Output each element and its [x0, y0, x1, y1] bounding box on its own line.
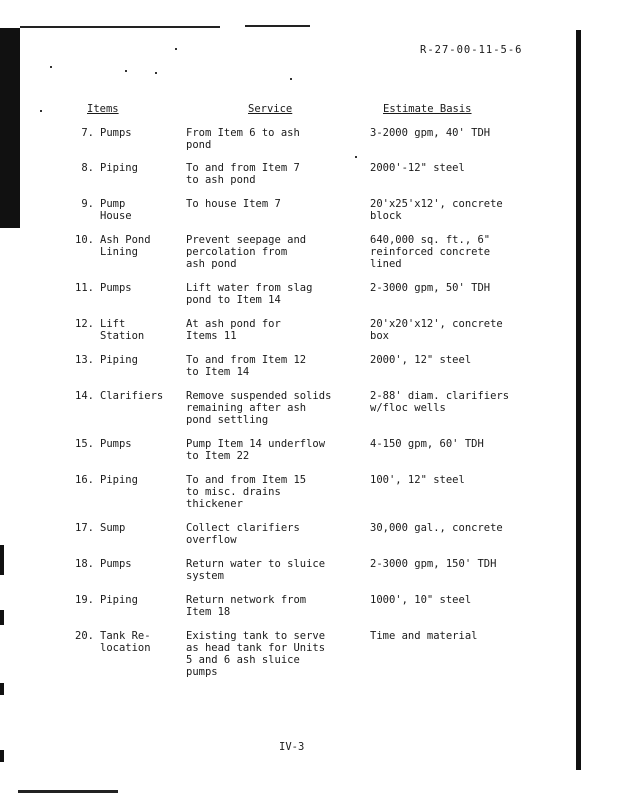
item-name: Sump [100, 522, 126, 534]
scan-edge-right [576, 30, 581, 770]
column-header-service: Service [248, 103, 293, 115]
item-name: Pumps [100, 558, 132, 570]
item-estimate-basis: 20'x20'x12', concrete box [370, 318, 503, 342]
item-number: 14. [75, 390, 94, 402]
scan-speck [155, 72, 157, 74]
item-number: 10. [75, 234, 94, 246]
item-name: Pump House [100, 198, 132, 222]
scan-line-top [20, 26, 220, 28]
scan-speck [290, 78, 292, 80]
item-estimate-basis: 2000'-12" steel [370, 162, 465, 174]
item-estimate-basis: 2-88' diam. clarifiers w/floc wells [370, 390, 510, 414]
item-estimate-basis: 1000', 10" steel [370, 594, 472, 606]
item-service: Return network from Item 18 [186, 594, 307, 618]
scan-edge-left [0, 28, 20, 228]
item-name: Piping [100, 474, 138, 486]
item-name: Pumps [100, 438, 132, 450]
item-service: Lift water from slag pond to Item 14 [186, 282, 313, 306]
item-estimate-basis: 4-150 gpm, 60' TDH [370, 438, 484, 450]
scan-speck [40, 110, 42, 112]
item-estimate-basis: 640,000 sq. ft., 6" reinforced concrete lined [370, 234, 491, 270]
item-number: 16. [75, 474, 94, 486]
item-number: 19. [75, 594, 94, 606]
item-number: 8. [81, 162, 94, 174]
document-id: R-27-00-11-5-6 [420, 44, 523, 56]
item-estimate-basis: 20'x25'x12', concrete block [370, 198, 503, 222]
scan-mark-left [0, 545, 4, 575]
item-number: 11. [75, 282, 94, 294]
item-name: Ash Pond Lining [100, 234, 151, 258]
item-estimate-basis: 2-3000 gpm, 150' TDH [370, 558, 497, 570]
item-service: To and from Item 15 to misc. drains thickener [186, 474, 307, 510]
item-name: Piping [100, 162, 138, 174]
item-number: 17. [75, 522, 94, 534]
scan-speck [175, 48, 177, 50]
item-number: 20. [75, 630, 94, 642]
item-service: To and from Item 7 to ash pond [186, 162, 300, 186]
scan-speck [125, 70, 127, 72]
page-number: IV-3 [279, 741, 305, 753]
item-estimate-basis: 100', 12" steel [370, 474, 465, 486]
item-service: At ash pond for Items 11 [186, 318, 281, 342]
item-name: Piping [100, 354, 138, 366]
item-estimate-basis: Time and material [370, 630, 478, 642]
item-service: Collect clarifiers overflow [186, 522, 300, 546]
item-name: Pumps [100, 282, 132, 294]
item-name: Piping [100, 594, 138, 606]
column-header-estimate-basis: Estimate Basis [383, 103, 472, 115]
scan-speck [50, 66, 52, 68]
item-service: To house Item 7 [186, 198, 281, 210]
scan-mark-left [0, 750, 4, 762]
scan-mark-left [0, 683, 4, 695]
item-number: 7. [81, 127, 94, 139]
item-service: Return water to sluice system [186, 558, 326, 582]
item-service: Pump Item 14 underflow to Item 22 [186, 438, 326, 462]
scan-speck [355, 156, 357, 158]
item-number: 18. [75, 558, 94, 570]
item-name: Tank Re- location [100, 630, 151, 654]
item-service: From Item 6 to ash pond [186, 127, 300, 151]
item-service: Remove suspended solids remaining after ash pond settling [186, 390, 332, 426]
item-number: 13. [75, 354, 94, 366]
item-estimate-basis: 30,000 gal., concrete [370, 522, 503, 534]
scan-line-top-2 [245, 25, 310, 27]
item-estimate-basis: 3-2000 gpm, 40' TDH [370, 127, 491, 139]
item-estimate-basis: 2-3000 gpm, 50' TDH [370, 282, 491, 294]
scan-line-bottom [18, 790, 118, 793]
scan-mark-left [0, 610, 4, 625]
item-name: Pumps [100, 127, 132, 139]
item-service: To and from Item 12 to Item 14 [186, 354, 307, 378]
item-estimate-basis: 2000', 12" steel [370, 354, 472, 366]
item-service: Existing tank to serve as head tank for Units 5 and 6 ash sluice pumps [186, 630, 326, 678]
item-number: 9. [81, 198, 94, 210]
item-number: 12. [75, 318, 94, 330]
item-service: Prevent seepage and percolation from ash pond [186, 234, 307, 270]
item-name: Clarifiers [100, 390, 164, 402]
item-name: Lift Station [100, 318, 145, 342]
item-number: 15. [75, 438, 94, 450]
column-header-items: Items [87, 103, 119, 115]
